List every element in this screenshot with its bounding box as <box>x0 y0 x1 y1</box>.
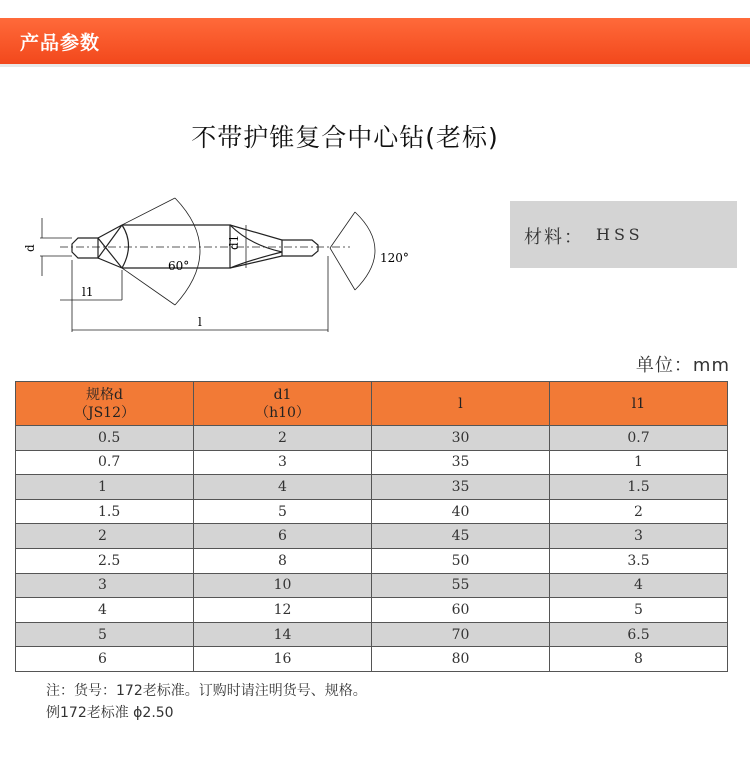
right-pilot <box>282 240 318 256</box>
label-l: l <box>198 315 202 329</box>
header-spec-d: 规格d （JS12） <box>16 382 194 426</box>
table-row: 0.5 2 30 0.7 <box>16 426 728 451</box>
table-row: 1 4 35 1.5 <box>16 475 728 500</box>
material-value: HSS <box>596 225 644 244</box>
center-drill-diagram <box>20 190 409 340</box>
header-l: l <box>372 382 550 426</box>
footnote-line-1: 注：货号：172老标准。订购时请注明货号、规格。 <box>46 683 367 699</box>
material-box <box>510 201 737 268</box>
unit-note: 单位：mm <box>635 355 730 376</box>
table-row: 2.5 8 50 3.5 <box>16 548 728 573</box>
label-d1: d1 <box>227 234 241 250</box>
table-row: 3 10 55 4 <box>16 573 728 598</box>
table-row: 0.7 3 35 1 <box>16 450 728 475</box>
footnote-line-2: 例172老标准 ϕ2.50 <box>46 705 174 721</box>
footnote <box>46 680 367 724</box>
section-header <box>0 18 750 64</box>
table-row: 1.5 5 40 2 <box>16 499 728 524</box>
table-row: 2 6 45 3 <box>16 524 728 549</box>
label-l1: l1 <box>82 285 94 299</box>
table-header-row <box>16 382 728 426</box>
header-divider <box>0 64 750 67</box>
label-angle-120: 120° <box>380 251 409 265</box>
table-row: 6 16 80 8 <box>16 647 728 672</box>
header-d1: d1 （h10） <box>194 382 372 426</box>
table-row: 4 12 60 5 <box>16 598 728 623</box>
product-title: 不带护锥复合中心钻(老标) <box>191 123 499 152</box>
spec-table <box>15 381 728 672</box>
label-angle-60: 60° <box>168 259 190 273</box>
label-d: d <box>23 244 37 252</box>
left-cone <box>98 225 122 268</box>
section-title: 产品参数 <box>20 32 101 54</box>
left-pilot <box>72 238 98 258</box>
table-row: 5 14 70 6.5 <box>16 622 728 647</box>
material-label: 材料： <box>524 227 584 248</box>
header-l1: l1 <box>550 382 728 426</box>
